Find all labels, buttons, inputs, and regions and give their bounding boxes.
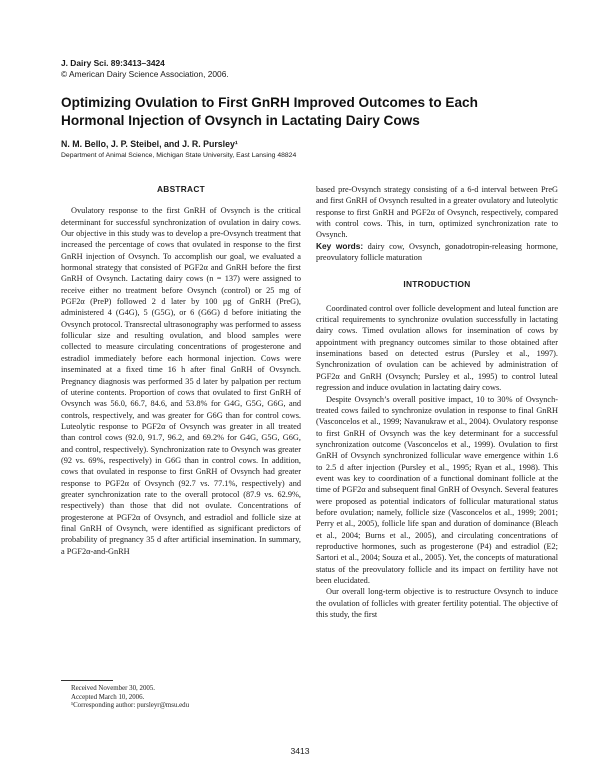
introduction-heading: INTRODUCTION <box>403 279 471 290</box>
copyright-line: © American Dairy Science Association, 2006. <box>61 69 229 79</box>
abstract-text-continued: based pre-Ovsynch strategy consisting of a 6-d interval between PreG and first GnRH of Ovsynch resulted in a greater ovulatory and luteolytic response to first GnRH and PGF2α of Ovsynch, respectively, compared with control cows. This, in turn, optimized synchronization rate to Ovsynch. <box>316 185 558 240</box>
article-title: Optimizing Ovulation to First GnRH Improved Outcomes to Each Hormonal Injection of Ovsynch in Lactating Dairy Cows <box>61 95 478 128</box>
keywords-text: dairy cow, Ovsynch, gonadotropin-releasing hormone, preovulatory follicle maturation <box>316 241 558 263</box>
abstract-text: Ovulatory response to the first GnRH of Ovsynch is the critical determinant for successful synchronization of ovulation in dairy cows. Our objective in this study was to develop a pre-Ovsynch treatment that increased the percentage of cows that ovulated in response to the first GnRH injection of Ovsynch. To accomplish our goal, we evaluated a hormonal strategy that consisted of PGF2α and GnRH before the first GnRH of Ovsynch. Lactating dairy cows (n = 137) were assigned to receive either no treatment before Ovsynch (control) or 25 mg of PGF2α (PreP) followed 2 d later by 100 μg of GnRH (PreG), administered 4 (G4G), 5 (G5G), or 6 (G6G) d before initiating the Ovsynch protocol. Transrectal ultrasonography was performed to assess follicular size and resulting ovulation, and blood samples were collected to measure circulating concentrations of progesterone and estradiol immediately before each hormonal injection. Cows were inseminated at a fixed time 16 h after final GnRH of Ovsynch. Pregnancy diagnosis was performed 35 d later by palpation per rectum of uterine contents. Proportion of cows that ovulated to first GnRH of Ovsynch was 56.0, 66.7, 84.6, and 53.8% for G4G, G5G, G6G, and controls, respectively, and was greater for G6G than for control cows. Luteolytic response to PGF2α of Ovsynch was greater in all treated than control cows (92.0, 91.7, 96.2, and 69.2% for G4G, G5G, G6G, and control, respectively). Synchronization rate to Ovsynch was greater (92 vs. 69%, respectively) in G6G than in control cows. In addition, cows that ovulated in response to first GnRH of Ovsynch had greater response to PGF2α of Ovsynch (92.7 vs. 77.1%, respectively) and greater synchronization rate to the overall protocol (87.9 vs. 62.9%, respectively) than those that did not ovulate. Concentrations of progesterone at PGF2α of Ovsynch, and estradiol and follicle size at final GnRH of Ovsynch, were identified as significant predictors of probability of pregnancy 35 d after artificial insemination. In summary, a PGF2α-and-GnRH <box>61 206 301 556</box>
keywords-line <box>316 241 558 264</box>
author-list: N. M. Bello, J. P. Steibel, and J. R. Pursley¹ <box>61 139 238 149</box>
corresponding-author: ¹Corresponding author: pursleyr@msu.edu <box>71 702 190 709</box>
page-number: 3413 <box>290 746 310 756</box>
abstract-heading: ABSTRACT <box>156 184 206 194</box>
received-date: Received November 30, 2005. <box>71 685 156 692</box>
intro-paragraph-3: Our overall long-term objective is to restructure Ovsynch to induce the ovulation of follicles with greater fertility potential. The objective of this study, the first <box>316 587 558 620</box>
left-column <box>61 184 301 557</box>
footnotes <box>61 680 301 711</box>
right-column <box>316 184 558 620</box>
accepted-date: Accepted March 10, 2006. <box>71 693 145 701</box>
author-affiliation: Department of Animal Science, Michigan State University, East Lansing 48824 <box>61 152 297 159</box>
intro-paragraph-2: Despite Ovsynch’s overall positive impact, 10 to 30% of Ovsynch-treated cows failed to synchronize ovulation in response to final GnRH (Vasconcelos et al., 1999; Navanukraw et al., 2004). Ovulatory response to first GnRH of Ovsynch was the key determinant for a successful synchronization outcome (Vasconcelos et al., 1999). Ovulation to first GnRH of Ovsynch synchronized follicular wave emergence within 1.6 to 2.5 d after injection (Pursley et al., 1995; Ryan et al., 1998). This event was key to coordination of a functional dominant follicle at the time of PGF2α and subsequent final GnRH of Ovsynch. Several features were proposed as potential indicators of follicular maturational status before ovulation; namely, follicle size (Vasconcelos et al., 1999; 2001; Perry et al., 2005), follicle life span and duration of dominance (Bleach et al., 2004; Burns et al., 2005), and circulating concentrations of reproductive hormones, such as progesterone (P4) and estradiol (E2; Sartori et al., 2004; Souza et al., 2005). Yet, the concepts of maturational status of the preovulatory follicle and its impact on fertility have not been elucidated. <box>316 394 558 585</box>
intro-paragraph-1: Coordinated control over follicle development and luteal function are critical requirements to synchronize ovulation successfully in lactating dairy cows. Timed ovulation allows for insemination of cows by appointment with pregnancy outcomes similar to those obtained after inseminations based on detected estrus (Pursley et al., 1997). Synchronization of ovulation can be achieved by administration of PGF2α and GnRH (Ovsynch; Pursley et al., 1995) to control luteal regression and induce ovulation in lactating dairy cows. <box>316 303 558 393</box>
journal-reference: J. Dairy Sci. 89:3413–3424 <box>61 58 165 68</box>
keywords-label: Key words: <box>316 240 364 251</box>
footnote-divider <box>61 680 113 681</box>
journal-header <box>61 58 229 80</box>
